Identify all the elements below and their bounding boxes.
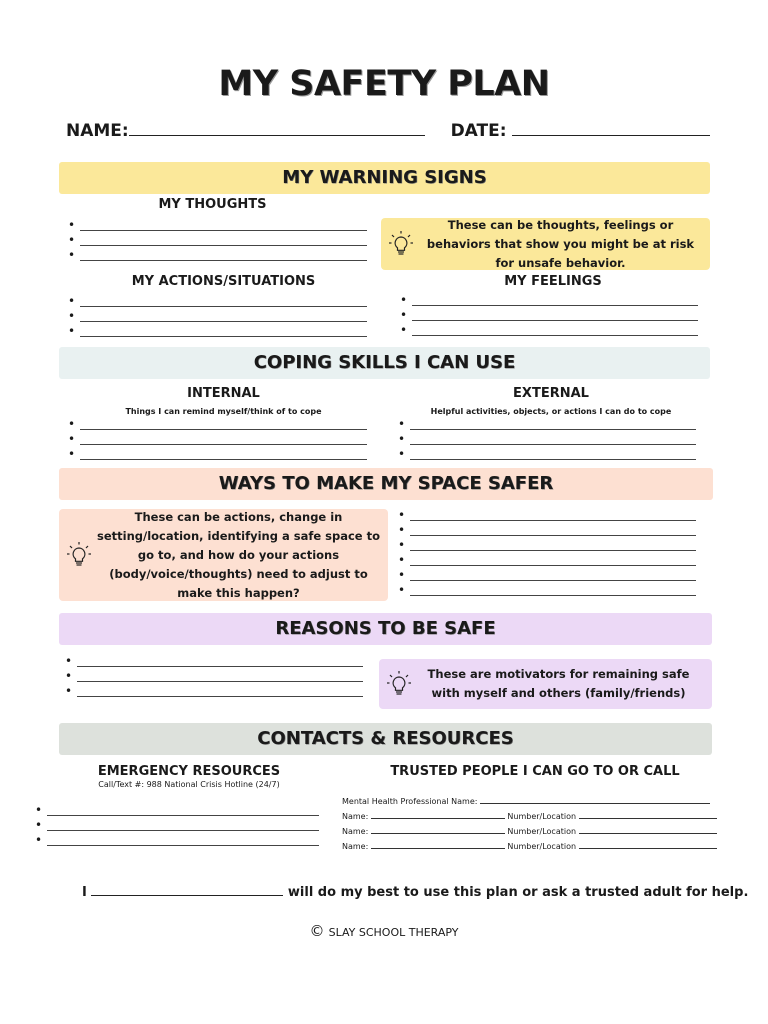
line-field[interactable] <box>410 525 696 540</box>
warning-note-text: These can be thoughts, feelings or behaviors that show you might be at risk for unsafe behavior. <box>426 217 695 270</box>
mhp-label: Mental Health Professional Name: <box>342 797 478 806</box>
emergency-lines <box>47 805 319 850</box>
line-field[interactable] <box>80 326 367 341</box>
contact-name-label: Name: <box>342 827 369 836</box>
emergency-resources-label: EMERGENCY RESOURCES <box>97 764 281 779</box>
line-field[interactable] <box>80 220 367 235</box>
internal-subtitle: Things I can remind myself/think of to cope <box>125 407 322 416</box>
contact-number-label: Number/Location <box>507 812 577 821</box>
line-field[interactable] <box>410 555 696 570</box>
name-field[interactable] <box>129 122 425 136</box>
line-field[interactable] <box>77 671 363 686</box>
page-title: MY SAFETY PLAN <box>218 64 550 104</box>
date-field[interactable] <box>512 122 710 136</box>
lightbulb-icon <box>65 540 93 570</box>
line-field[interactable] <box>80 419 367 434</box>
contact-name-field[interactable] <box>371 840 505 849</box>
line-field[interactable] <box>410 434 696 449</box>
reasons-note-text: These are motivators for remaining safe with myself and others (family/friends) <box>427 667 690 700</box>
line-field[interactable] <box>410 540 696 555</box>
contact-number-field[interactable] <box>579 825 717 834</box>
pledge-prefix: I <box>82 885 87 900</box>
line-field[interactable] <box>80 434 367 449</box>
contact-number-label: Number/Location <box>507 842 577 851</box>
my-actions-label: MY ACTIONS/SITUATIONS <box>131 274 316 289</box>
space-safer-note <box>59 509 388 601</box>
contact-row <box>342 810 717 825</box>
contact-row <box>342 840 717 855</box>
line-field[interactable] <box>410 510 696 525</box>
copyright-icon: © <box>309 922 325 940</box>
external-subtitle: Helpful activities, objects, or actions I can do to cope <box>430 407 672 416</box>
mhp-field[interactable] <box>480 795 710 804</box>
my-feelings-label: MY FEELINGS <box>504 274 602 289</box>
coping-skills-header: COPING SKILLS I CAN USE <box>59 347 710 379</box>
contact-name-field[interactable] <box>371 810 505 819</box>
feelings-lines <box>412 295 698 340</box>
contact-number-field[interactable] <box>579 810 717 819</box>
hotline-text: Call/Text #: 988 National Crisis Hotline (24/7) <box>98 780 280 789</box>
trusted-people-label: TRUSTED PEOPLE I CAN GO TO OR CALL <box>390 764 680 779</box>
contact-number-field[interactable] <box>579 840 717 849</box>
warning-signs-header: MY WARNING SIGNS <box>59 162 710 194</box>
line-field[interactable] <box>410 585 696 600</box>
line-field[interactable] <box>410 419 696 434</box>
warning-signs-note <box>381 218 710 270</box>
line-field[interactable] <box>410 449 696 464</box>
line-field[interactable] <box>47 805 319 820</box>
line-field[interactable] <box>77 686 363 701</box>
contact-name-field[interactable] <box>371 825 505 834</box>
name-date-row <box>66 121 710 141</box>
reasons-note <box>379 659 712 709</box>
date-label: DATE: <box>450 121 507 141</box>
line-field[interactable] <box>80 311 367 326</box>
line-field[interactable] <box>80 449 367 464</box>
reasons-header: REASONS TO BE SAFE <box>59 613 712 645</box>
mhp-row <box>342 795 717 810</box>
line-field[interactable] <box>80 296 367 311</box>
actions-lines <box>80 296 367 341</box>
pledge-name-field[interactable] <box>91 884 283 896</box>
pledge-row <box>82 884 748 900</box>
contact-row <box>342 825 717 840</box>
trusted-contacts <box>342 795 717 855</box>
line-field[interactable] <box>410 570 696 585</box>
external-lines <box>410 419 696 464</box>
internal-label: INTERNAL <box>187 386 260 401</box>
space-lines <box>410 510 696 600</box>
my-thoughts-label: MY THOUGHTS <box>158 197 267 212</box>
external-label: EXTERNAL <box>513 386 589 401</box>
lightbulb-icon <box>385 669 413 699</box>
line-field[interactable] <box>80 250 367 265</box>
lightbulb-icon <box>387 229 415 259</box>
line-field[interactable] <box>80 235 367 250</box>
space-safer-header: WAYS TO MAKE MY SPACE SAFER <box>59 468 713 500</box>
contact-name-label: Name: <box>342 812 369 821</box>
name-label: NAME: <box>66 121 129 141</box>
pledge-text: will do my best to use this plan or ask a trusted adult for help. <box>287 885 749 900</box>
contact-name-label: Name: <box>342 842 369 851</box>
line-field[interactable] <box>412 325 698 340</box>
line-field[interactable] <box>47 820 319 835</box>
line-field[interactable] <box>47 835 319 850</box>
thoughts-lines <box>80 220 367 265</box>
reasons-lines <box>77 656 363 701</box>
internal-lines <box>80 419 367 464</box>
line-field[interactable] <box>412 310 698 325</box>
contact-number-label: Number/Location <box>507 827 577 836</box>
footer <box>0 922 768 940</box>
space-note-text: These can be actions, change in setting/location, identifying a safe space to go to, and how do your actions (body/voice/thoughts) need to adjust to make this happen? <box>97 509 381 600</box>
brand-text: SLAY SCHOOL THERAPY <box>328 926 459 939</box>
contacts-header: CONTACTS & RESOURCES <box>59 723 712 755</box>
line-field[interactable] <box>77 656 363 671</box>
line-field[interactable] <box>412 295 698 310</box>
